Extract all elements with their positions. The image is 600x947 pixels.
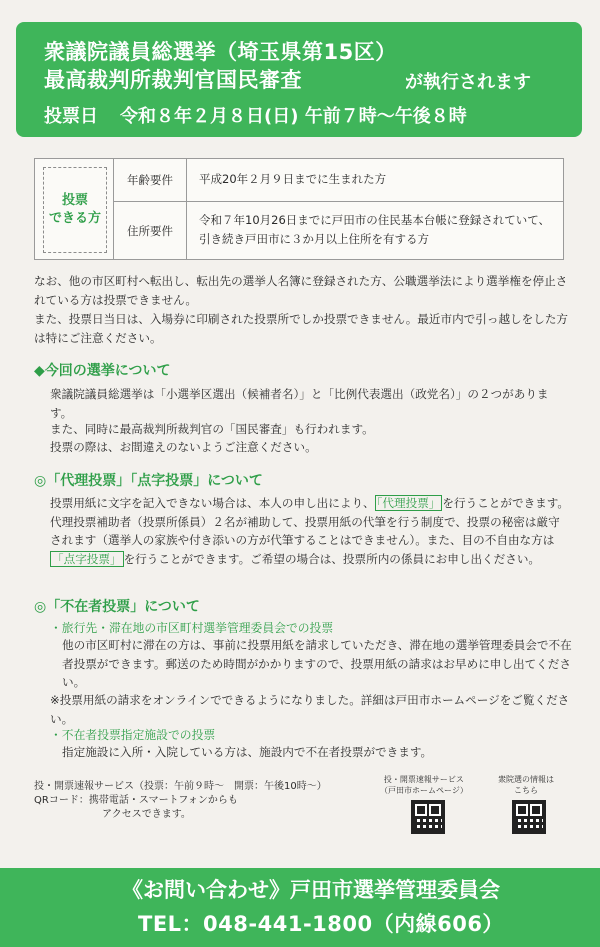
voting-date bbox=[44, 102, 467, 128]
section-proxy-title: ◎「代理投票」「点字投票」について bbox=[34, 473, 263, 489]
absentee-note: ※投票用紙の請求をオンラインでできるようになりました。詳細は戸田市ホームページをご覧ください。 bbox=[50, 693, 570, 726]
address-requirement-value: 令和７年10月26日までに戸田市の住民基本台帳に登録されていて、引き続き戸田市に３か月以上住所を有する方 bbox=[199, 213, 551, 246]
proxy-text-a: 投票用紙に文字を記入できない場合は、本人の申し出により、 bbox=[50, 496, 375, 510]
eligibility-side-label bbox=[43, 167, 107, 253]
age-requirement-head: 年齢要件 bbox=[113, 159, 187, 201]
absentee-text-2: 指定施設に入所・入院している方は、施設内で不在者投票ができます。 bbox=[62, 745, 433, 759]
eligibility-table bbox=[34, 158, 564, 260]
qr1-label-line2: （戸田市ホームページ） bbox=[380, 786, 468, 795]
note-paragraph-2: また、投票日当日は、入場券に印刷された投票所でしか投票できません。最近市内で引っ越しをした方は特にご注意ください。 bbox=[34, 312, 569, 345]
election-title: 衆議院議員総選挙（埼玉県第15区） bbox=[44, 40, 397, 64]
proxy-vote-highlight: 「代理投票」 bbox=[376, 496, 441, 510]
voting-date-label: 投票日 bbox=[44, 106, 98, 127]
section-election-text-3: 投票の際は、お間違えのないようご注意ください。 bbox=[50, 440, 317, 454]
proxy-text-b: を行うことができます。代理投票補助者（投票所係員）２名が補助して、投票用紙の代筆を行う制度で、投票の秘密は厳守されます（選挙人の家族や付き添いの方が代筆することはできません）。また、目の不自由な方は bbox=[50, 496, 570, 547]
qr1-label bbox=[380, 774, 468, 796]
section-proxy-text bbox=[50, 494, 570, 568]
section-election-text-2: また、同時に最高裁判所裁判官の「国民審査」も行われます。 bbox=[50, 422, 374, 436]
address-requirement-row bbox=[113, 202, 563, 259]
section-election-text-1: 衆議院議員総選挙は「小選挙区選出（候補者名）」と「比例代表選出（政党名）」の２つがあります。 bbox=[50, 387, 549, 420]
absentee-text-1: 他の市区町村に滞在の方は、事前に投票用紙を請求していただき、滞在地の選挙管理委員会で不在者投票ができます。郵送のため時間がかかりますので、投票用紙の請求はお早めに申し出てください。 bbox=[62, 638, 572, 689]
contact-phone[interactable]: TEL：048-441-1800（内線606） bbox=[138, 912, 504, 936]
absentee-sub-title-2: ・不在者投票指定施設での投票 bbox=[50, 728, 216, 742]
qr2-label bbox=[498, 774, 554, 796]
age-requirement-row bbox=[113, 159, 563, 202]
contact-footer bbox=[0, 868, 600, 947]
address-requirement-head: 住所要件 bbox=[113, 202, 187, 259]
contact-title: 《お問い合わせ》戸田市選挙管理委員会 bbox=[122, 878, 500, 902]
section-election-title: ◆今回の選挙について bbox=[34, 363, 171, 379]
service-line-3: アクセスできます。 bbox=[102, 809, 191, 820]
service-line-2: QRコード：携帯電話・スマートフォンからも bbox=[34, 795, 238, 806]
qr2-label-line1: 衆院選の情報は bbox=[498, 775, 554, 784]
section-absentee-title: ◎「不在者投票」について bbox=[34, 599, 200, 615]
qr-code-election-info-icon[interactable] bbox=[512, 800, 546, 834]
qr-code-results-icon[interactable] bbox=[411, 800, 445, 834]
age-requirement-value: 平成20年２月９日までに生まれた方 bbox=[199, 172, 387, 186]
braille-vote-highlight: 「点字投票」 bbox=[52, 551, 122, 566]
service-info bbox=[34, 780, 327, 822]
review-title: 最高裁判所裁判官国民審査 bbox=[44, 68, 302, 92]
qr2-label-line2: こちら bbox=[514, 786, 538, 795]
header-banner bbox=[16, 22, 582, 137]
qr1-label-line1: 投・開票速報サービス bbox=[383, 775, 464, 784]
proxy-text-c: を行うことができます。ご希望の場合は、投票所内の係員にお申し出ください。 bbox=[123, 551, 541, 566]
note-paragraph-1: なお、他の市区町村へ転出し、転出先の選挙人名簿に登録された方、公職選挙法により選挙権を停止されている方は投票できません。 bbox=[34, 274, 568, 307]
side-label-line1: 投票 bbox=[61, 193, 88, 208]
voting-date-value: 令和８年２月８日(日) 午前７時〜午後８時 bbox=[120, 106, 467, 127]
title-suffix: が執行されます bbox=[405, 72, 531, 93]
absentee-sub-title-1: ・旅行先・滞在地の市区町村選挙管理委員会での投票 bbox=[50, 621, 334, 635]
service-line-1: 投・開票速報サービス（投票：午前９時〜 開票：午後10時〜） bbox=[34, 781, 327, 792]
side-label-line2: できる方 bbox=[48, 211, 101, 226]
